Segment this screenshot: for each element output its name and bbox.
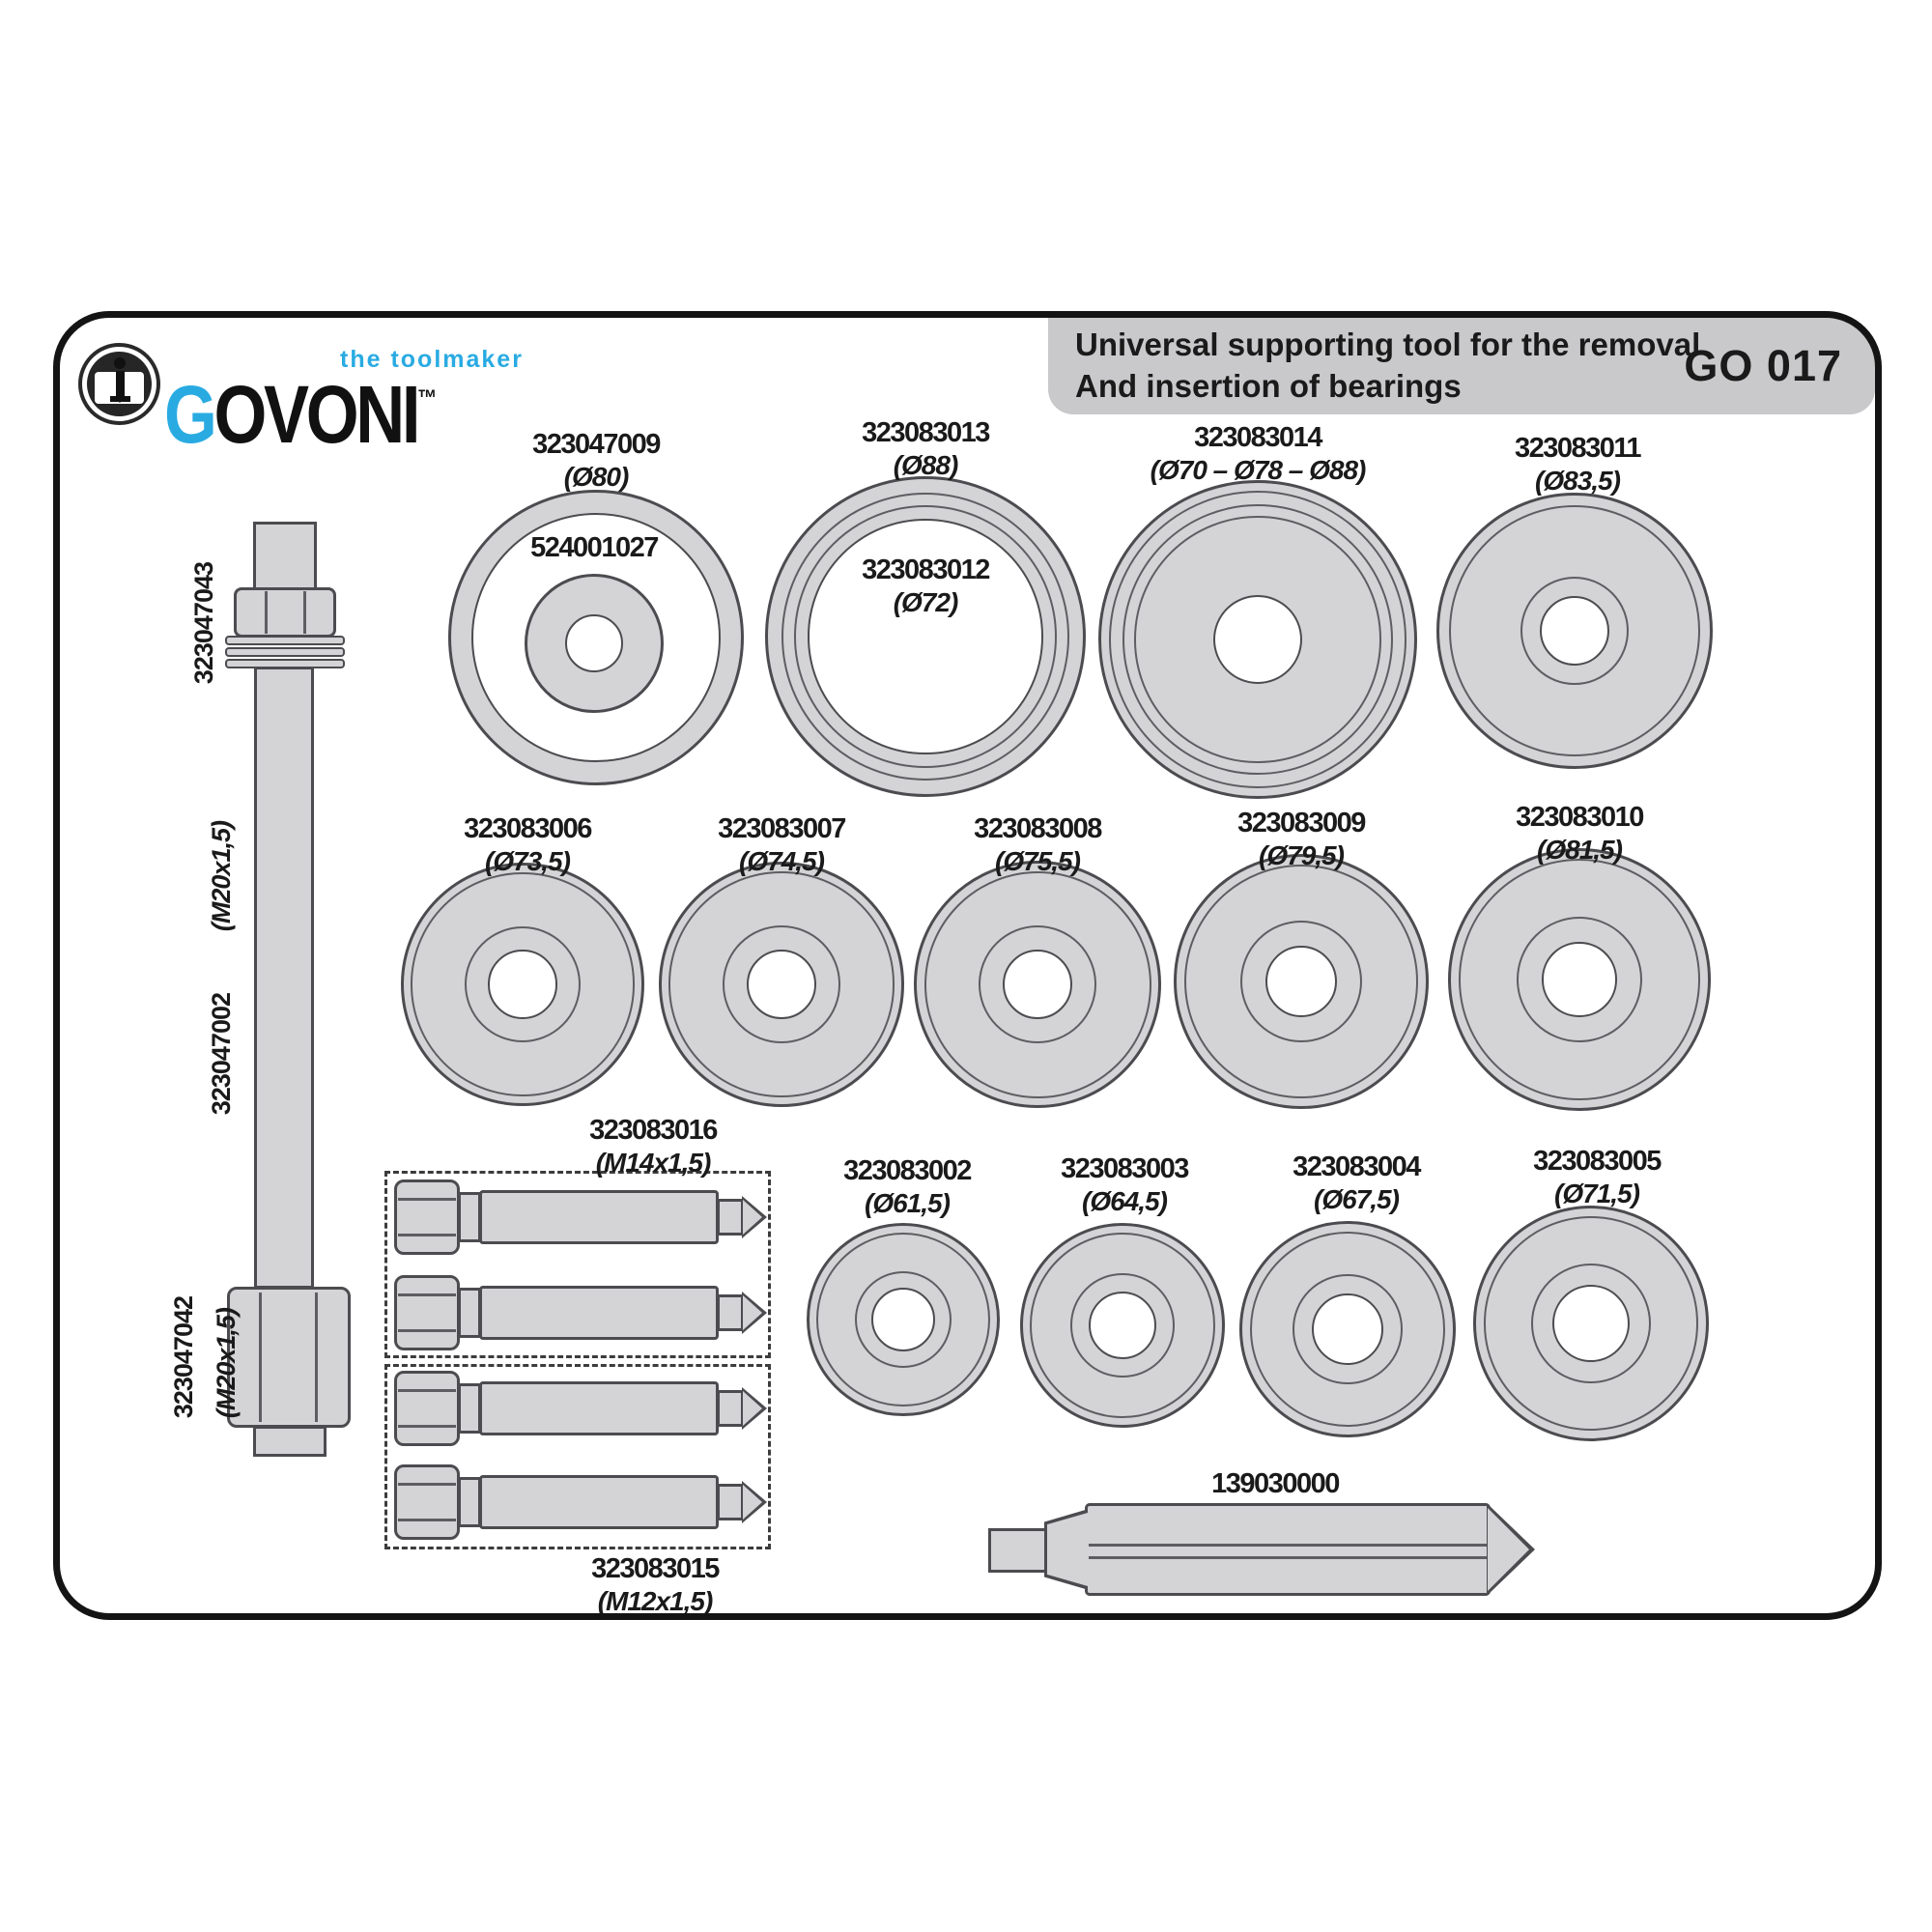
stepped-disc-323083014 [1098, 480, 1417, 799]
part-spec: (M14x1,5) [595, 1148, 711, 1178]
disc-323083006 [401, 863, 644, 1106]
disc-323083008 [914, 861, 1161, 1108]
hex-facet-line [398, 1234, 456, 1236]
bolt-neck [458, 1383, 481, 1434]
part-number: 323047009 [532, 429, 660, 460]
hex-facet-line [398, 1198, 456, 1201]
disc-323083007 [659, 862, 904, 1107]
part-number: 323083010 [1516, 802, 1643, 833]
part-label-323083004 [1221, 1151, 1492, 1215]
bolt-hex-head [394, 1179, 460, 1255]
part-spec: (M12x1,5) [597, 1586, 713, 1616]
part-spec: (Ø72) [893, 587, 958, 617]
part-label-323083005 [1462, 1146, 1732, 1209]
bolt-shaft [479, 1190, 719, 1244]
rod-nut-label: 323047043 [189, 562, 218, 685]
trademark-symbol: ™ [417, 385, 438, 412]
drift-body-line [1089, 1544, 1487, 1547]
part-label-323083003 [989, 1153, 1260, 1217]
bolt-neck [458, 1477, 481, 1527]
center-hole [488, 950, 556, 1018]
part-label-323083011 [1413, 433, 1742, 497]
rod-top-stub [253, 522, 317, 591]
center-hole [747, 950, 816, 1019]
part-number: 323083003 [1061, 1153, 1188, 1184]
part-number: 323083011 [1514, 433, 1641, 464]
ring-part-323083013 [765, 476, 1086, 797]
hex-facet-line [398, 1329, 456, 1332]
bolt-m12 [394, 1371, 761, 1446]
part-number: 323083015 [591, 1553, 719, 1584]
hex-facet-line [398, 1425, 456, 1428]
rod-end-label-group [162, 1296, 247, 1418]
rod-end-spec: (M20x1,5) [212, 1308, 241, 1419]
bolt-neck [458, 1288, 481, 1338]
disc-323083011 [1436, 493, 1713, 769]
center-hole [1213, 595, 1302, 684]
rod-shaft-label: 323047002 [207, 993, 236, 1116]
disc-323083009 [1174, 854, 1429, 1109]
part-spec: (Ø64,5) [1082, 1186, 1167, 1216]
bolt-shaft [479, 1286, 719, 1340]
part-spec: (Ø67,5) [1314, 1184, 1399, 1214]
info-i-dot [114, 357, 126, 369]
bolt-tip-shank [717, 1294, 744, 1331]
brand-badge-icon [78, 343, 160, 425]
bolt-m14 [394, 1179, 761, 1255]
bolt-m14 [394, 1275, 761, 1350]
center-hole [1089, 1292, 1156, 1359]
bolt-neck [458, 1192, 481, 1242]
disc-323083004 [1239, 1221, 1456, 1437]
part-label-323083013 [761, 417, 1090, 481]
part-number: 323083008 [974, 813, 1101, 844]
rod-hex-nut [234, 587, 336, 638]
part-number: 323083005 [1533, 1146, 1661, 1177]
nut-facet-line [265, 591, 268, 634]
hex-facet-line [315, 1293, 318, 1422]
rod-shaft [254, 667, 314, 1289]
part-label-323083007 [646, 813, 917, 877]
drift-point-fill [1488, 1508, 1529, 1591]
info-i-base [110, 396, 130, 402]
part-number: 323083002 [843, 1155, 971, 1186]
bolt-tip-shank [717, 1390, 744, 1427]
bolt-tip-shank [717, 1484, 744, 1520]
center-hole [1312, 1293, 1383, 1365]
part-label-323083016 [498, 1115, 808, 1179]
hex-facet-line [398, 1483, 456, 1486]
part-spec: (Ø79,5) [1259, 840, 1344, 870]
bolt-hex-head [394, 1464, 460, 1540]
part-label-524001027 [449, 532, 739, 564]
center-hole [1003, 950, 1073, 1020]
part-spec: (Ø80) [563, 462, 629, 492]
bolt-tip-shank [717, 1199, 744, 1236]
washer-hole [565, 614, 624, 673]
part-spec: (Ø70 – Ø78 – Ø88) [1150, 455, 1366, 485]
disc-323083010 [1448, 848, 1711, 1111]
disc-323083003 [1020, 1223, 1225, 1428]
rod-shaft-spec: (M20x1,5) [207, 821, 236, 932]
drift-tool [988, 1503, 1535, 1596]
brand-wordmark [164, 365, 438, 460]
center-hole [1542, 942, 1616, 1016]
part-number: 524001027 [530, 532, 658, 563]
bolt-hex-head [394, 1371, 460, 1446]
bolt-shaft [479, 1475, 719, 1529]
part-number: 323083004 [1293, 1151, 1420, 1182]
part-label-323083012 [781, 554, 1070, 618]
nut-facet-line [303, 591, 306, 634]
header-title-line2: And insertion of bearings [1075, 368, 1462, 404]
part-label-323047009 [432, 429, 760, 493]
part-label-323083008 [902, 813, 1173, 877]
hex-facet-line [398, 1519, 456, 1521]
part-spec: (Ø74,5) [739, 846, 824, 876]
part-label-323083014 [1084, 422, 1432, 486]
brand-tagline: the toolmaker [340, 346, 524, 373]
part-spec: (Ø73,5) [485, 846, 570, 876]
part-spec: (Ø61,5) [865, 1188, 950, 1218]
part-spec: (Ø75,5) [995, 846, 1080, 876]
rod-washer [225, 647, 345, 657]
header-title-line1: Universal supporting tool for the removal [1075, 327, 1701, 362]
part-number: 323083016 [589, 1115, 717, 1146]
part-number: 139030000 [1211, 1468, 1339, 1499]
drift-body [1085, 1503, 1491, 1596]
part-number: 323083012 [862, 554, 989, 585]
washer-part-524001027 [525, 574, 664, 713]
part-number: 323083007 [718, 813, 845, 844]
part-spec: (Ø81,5) [1537, 835, 1622, 865]
part-number: 323083013 [862, 417, 989, 448]
part-number: 323083014 [1194, 422, 1321, 453]
drift-stub [988, 1528, 1048, 1573]
part-label-139030000 [1121, 1468, 1430, 1500]
drift-body-line [1089, 1556, 1487, 1559]
part-label-323083010 [1444, 802, 1715, 866]
rod-washer [225, 636, 345, 645]
brand-letters-rest: OVONI [213, 369, 418, 460]
hex-facet-line [398, 1389, 456, 1392]
hex-facet-line [398, 1293, 456, 1296]
drift-shoulder-fill [1047, 1513, 1088, 1586]
info-i-stem [116, 371, 125, 396]
part-label-323083009 [1166, 808, 1436, 871]
part-spec: (Ø88) [893, 450, 958, 480]
hex-facet-line [259, 1293, 262, 1422]
part-number: 323083009 [1237, 808, 1365, 838]
rod-end-label: 323047042 [169, 1296, 198, 1419]
disc-323083005 [1473, 1206, 1709, 1441]
part-label-323083006 [392, 813, 663, 877]
product-code: GO 017 [1684, 341, 1842, 390]
part-label-323083015 [500, 1553, 810, 1617]
part-spec: (Ø83,5) [1535, 466, 1620, 496]
disc-323083002 [807, 1223, 1000, 1416]
center-hole [871, 1288, 935, 1351]
bolt-shaft [479, 1381, 719, 1435]
rod-bottom-stub [253, 1426, 327, 1457]
brand-letter-g: G [164, 369, 214, 460]
part-number: 323083006 [464, 813, 591, 844]
part-spec: (Ø71,5) [1554, 1179, 1639, 1208]
header [1048, 318, 1875, 414]
header-titles [1075, 324, 1700, 407]
bolt-m12 [394, 1464, 761, 1540]
bolt-hex-head [394, 1275, 460, 1350]
